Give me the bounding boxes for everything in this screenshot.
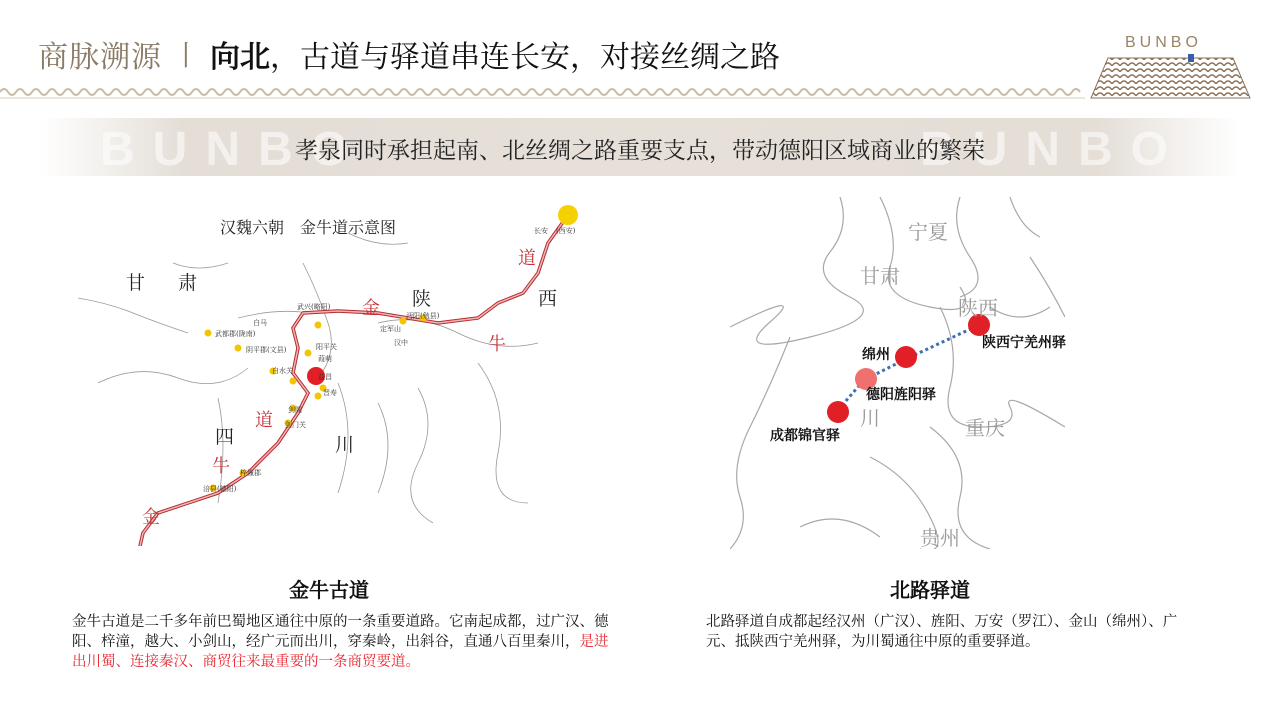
page-title <box>38 34 780 74</box>
region-label: 甘 <box>126 272 146 294</box>
roof-tiles-icon <box>1088 54 1253 102</box>
place-label: 定军山 <box>380 325 401 333</box>
route-char: 金 <box>362 298 380 319</box>
station-label: 绵州 <box>862 347 890 363</box>
place-label: 晋寿 <box>323 389 337 397</box>
region-label: 川 <box>860 406 880 430</box>
station-label: 成都锦官驿 <box>770 428 840 444</box>
north-post-road-map <box>730 197 1065 549</box>
title-rest: ，古道与驿道串连长安，对接丝绸之路 <box>270 40 781 75</box>
title-separator: 丨 <box>172 39 201 72</box>
place-label: 益昌 <box>318 373 332 381</box>
title-prefix: 商脉溯源 <box>38 40 162 75</box>
route-char: 牛 <box>488 334 506 355</box>
station-label: 德阳旌阳驿 <box>866 387 936 403</box>
map-title: 汉魏六朝 金牛道示意图 <box>220 218 397 237</box>
place-label: 阳平关 <box>316 343 337 351</box>
route-char: 道 <box>518 248 536 269</box>
region-label: 甘肃 <box>860 264 900 288</box>
title-emphasis: 向北 <box>210 40 271 75</box>
route-char: 牛 <box>212 456 230 477</box>
region-label: 四 <box>215 426 235 448</box>
region-label: 陕 <box>412 288 432 310</box>
route-char: 道 <box>255 410 273 431</box>
route-char: 金 <box>142 507 160 528</box>
place-label: 梓潼郡 <box>240 469 261 477</box>
region-label: 肃 <box>178 272 198 294</box>
region-label: 宁夏 <box>908 220 948 244</box>
left-section-text <box>72 612 610 672</box>
place-label: 剑阁 <box>288 406 302 414</box>
logo-text: BUNBO <box>1125 34 1202 51</box>
subtitle-banner <box>40 118 1240 176</box>
place-label: 涪县(德阳) <box>203 485 237 493</box>
place-label: (西安) <box>556 227 576 235</box>
place-label: 长安 <box>534 227 548 235</box>
place-label: 葭萌 <box>318 355 332 363</box>
region-label: 重庆 <box>965 416 1005 440</box>
left-text-body: 金牛古道是二千多年前巴蜀地区通往中原的一条重要道路。它南起成都，过广汉、德阳、梓潼，越大、小剑山，经广元而出川，穿秦岭，出斜谷，直通八百里秦川， <box>72 614 609 650</box>
banner-watermark: BUNBO <box>920 123 1186 176</box>
right-section-text: 北路驿道自成都起经汉州（广汉）、旌阳、万安（罗江）、金山（绵州）、广元、抵陕西宁羌州驿，为川蜀通往中原的重要驿道。 <box>706 614 1178 650</box>
place-label: 剑门关 <box>285 421 306 429</box>
place-label: 阴平郡(文县) <box>246 346 287 354</box>
wave-divider <box>0 84 1085 100</box>
place-label: 白水关 <box>272 367 293 375</box>
place-label: 沔阳(勉县) <box>406 312 440 320</box>
region-label: 贵州 <box>920 526 960 550</box>
banner-watermark: BUNBO <box>100 123 366 176</box>
right-section-title: 北路驿道 <box>890 578 970 602</box>
place-label: 白马 <box>253 319 267 327</box>
place-label: 武都郡(陇南) <box>215 330 256 338</box>
region-label: 西 <box>538 288 558 310</box>
station-label: 陕西宁羌州驿 <box>982 335 1066 351</box>
region-label: 陕西 <box>958 296 998 320</box>
left-text-highlight: 是进出川蜀、连接秦汉、商贸往来最重要的一条商贸要道。 <box>72 634 609 670</box>
banner-text: 孝泉同时承担起南、北丝绸之路重要支点，带动德阳区域商业的繁荣 <box>295 138 985 164</box>
region-label: 川 <box>335 434 355 456</box>
brand-logo <box>1088 30 1253 102</box>
left-section-title: 金牛古道 <box>289 578 369 602</box>
place-label: 武兴(略阳) <box>297 303 331 311</box>
place-label: 汉中 <box>394 339 408 347</box>
